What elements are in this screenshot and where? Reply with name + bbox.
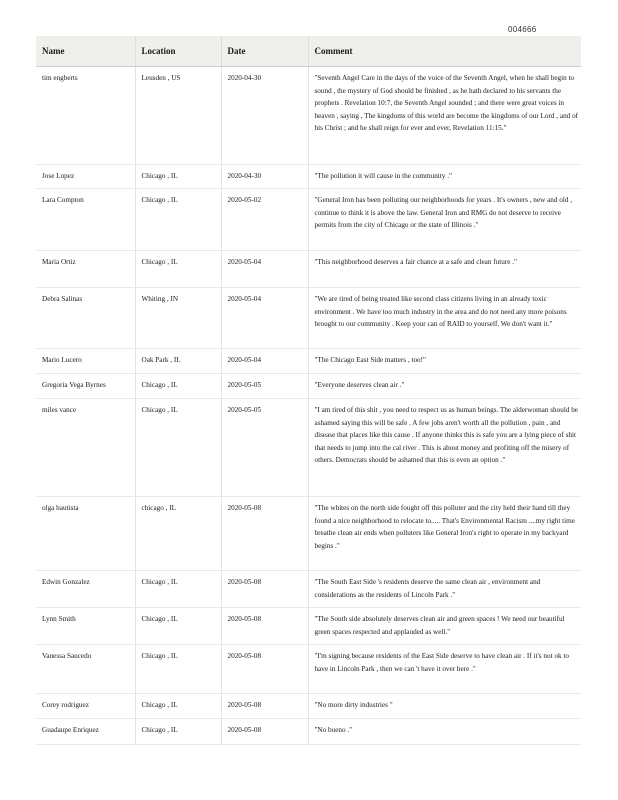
table-row (36, 67, 581, 165)
cell-comment: "The pollution it will cause in the community ." (308, 165, 581, 189)
cell-comment: "This neighborhood deserves a fair chance at a safe and clean future ." (308, 251, 581, 288)
cell-location: Chicago , IL (135, 399, 221, 497)
table-row (36, 497, 581, 571)
page-number: 004666 (508, 25, 537, 34)
cell-date: 2020-05-08 (221, 719, 308, 745)
cell-comment: "No more dirty industries " (308, 694, 581, 719)
table-row (36, 374, 581, 399)
table-row (36, 349, 581, 374)
cell-name: Guadaupe Enriquez (36, 719, 135, 745)
cell-date: 2020-05-05 (221, 374, 308, 399)
cell-name: Gregoria Vega Byrnes (36, 374, 135, 399)
cell-location: chicago , IL (135, 497, 221, 571)
header-name: Name (36, 36, 135, 67)
cell-date: 2020-05-08 (221, 497, 308, 571)
cell-date: 2020-04-30 (221, 67, 308, 165)
cell-location: Chicago , IL (135, 571, 221, 608)
table-row (36, 251, 581, 288)
cell-name: Edwin Gonzalez (36, 571, 135, 608)
cell-name: olga bautista (36, 497, 135, 571)
table-body (36, 67, 581, 745)
table-row (36, 694, 581, 719)
cell-comment: "No bueno ." (308, 719, 581, 745)
cell-name: Maria Ortiz (36, 251, 135, 288)
cell-comment: "The whites on the north side fought off this polluter and the city held their hand till they found a nice neighborhood to relocate to..... That's Environmental Racism ....my right time breathe clean air ends when polluters like General Iron's right to operate in my backyard begins ." (308, 497, 581, 571)
cell-comment: "Seventh Angel Care in the days of the voice of the Seventh Angel, when he shall begin to sound , the mystery of God should be finished , as he hath declared to his servants the prophets . Revelation 10:7, the Seventh Angel sounded ; and there were great voices in heaven , saying , The kingdoms of this world are become the kingdoms of our Lord , and of his Christ ; and he shall reign for ever and ever, Revelation 11:15." (308, 67, 581, 165)
cell-comment: "Everyone deserves clean air ." (308, 374, 581, 399)
cell-location: Chicago , IL (135, 645, 221, 694)
cell-location: Leusden , US (135, 67, 221, 165)
cell-comment: "We are tired of being treated like second class citizens living in an already toxic environment . We have too much industry in the area and do not need any more poisons brought to our community . Keep your can of RAID to yourself. We don't want it." (308, 288, 581, 349)
cell-comment: "I am tired of this shit , you need to respect us as human beings. The alderwoman should be ashamed saying this will be safe . A few jobs aren't worth all the pollution , pain , and disease that places like this cause . If anyone thinks this is safe you are a lying piece of shit that needs to jump into the cal river . This is about money and profiting off the misery of others. Democrats should be ashamed that this is even an option ." (308, 399, 581, 497)
header-date: Date (221, 36, 308, 67)
table-row (36, 399, 581, 497)
cell-date: 2020-04-30 (221, 165, 308, 189)
cell-location: Chicago , IL (135, 251, 221, 288)
cell-name: Debra Salinas (36, 288, 135, 349)
cell-name: Lynn Smith (36, 608, 135, 645)
table-header (36, 36, 581, 67)
cell-name: miles vance (36, 399, 135, 497)
table-row (36, 608, 581, 645)
cell-comment: "The South East Side 's residents deserve the same clean air , environment and considerations as the residents of Lincoln Park ." (308, 571, 581, 608)
cell-date: 2020-05-08 (221, 694, 308, 719)
cell-comment: "The Chicago East Side matters , too!" (308, 349, 581, 374)
cell-name: Mario Lucero (36, 349, 135, 374)
table-row (36, 189, 581, 251)
cell-location: Whiting , IN (135, 288, 221, 349)
header-comment: Comment (308, 36, 581, 67)
cell-comment: "General Iron has been polluting our neighborhoods for years . It's owners , new and old , continue to think it is above the law. General Iron and RMG do not deserve to receive permits from the city of Chicago or the state of Illinois ." (308, 189, 581, 251)
cell-date: 2020-05-02 (221, 189, 308, 251)
table-row (36, 571, 581, 608)
cell-date: 2020-05-08 (221, 645, 308, 694)
cell-location: Chicago , IL (135, 694, 221, 719)
comments-table (36, 36, 581, 745)
cell-comment: "The South side absolutely deserves clean air and green spaces ! We need our beautiful green spaces respected and applauded as well." (308, 608, 581, 645)
cell-date: 2020-05-05 (221, 399, 308, 497)
cell-comment: "I'm signing because residents of the East Side deserve to have clean air . If it's not ok to have in Lincoln Park , then we can 't have it over here ." (308, 645, 581, 694)
cell-name: tim engberts (36, 67, 135, 165)
table-row (36, 288, 581, 349)
cell-date: 2020-05-04 (221, 288, 308, 349)
cell-location: Chicago , IL (135, 374, 221, 399)
table-row (36, 165, 581, 189)
cell-location: Chicago , IL (135, 165, 221, 189)
cell-location: Oak Park , IL (135, 349, 221, 374)
cell-date: 2020-05-04 (221, 349, 308, 374)
header-location: Location (135, 36, 221, 67)
table-row (36, 645, 581, 694)
cell-location: Chicago , IL (135, 719, 221, 745)
cell-date: 2020-05-08 (221, 608, 308, 645)
cell-location: Chicago , IL (135, 189, 221, 251)
cell-date: 2020-05-08 (221, 571, 308, 608)
cell-date: 2020-05-04 (221, 251, 308, 288)
cell-name: Lara Compton (36, 189, 135, 251)
cell-location: Chicago , IL (135, 608, 221, 645)
cell-name: Vanessa Saucedo (36, 645, 135, 694)
cell-name: Corey rodriguez (36, 694, 135, 719)
table-row (36, 719, 581, 745)
cell-name: Jose Lopez (36, 165, 135, 189)
